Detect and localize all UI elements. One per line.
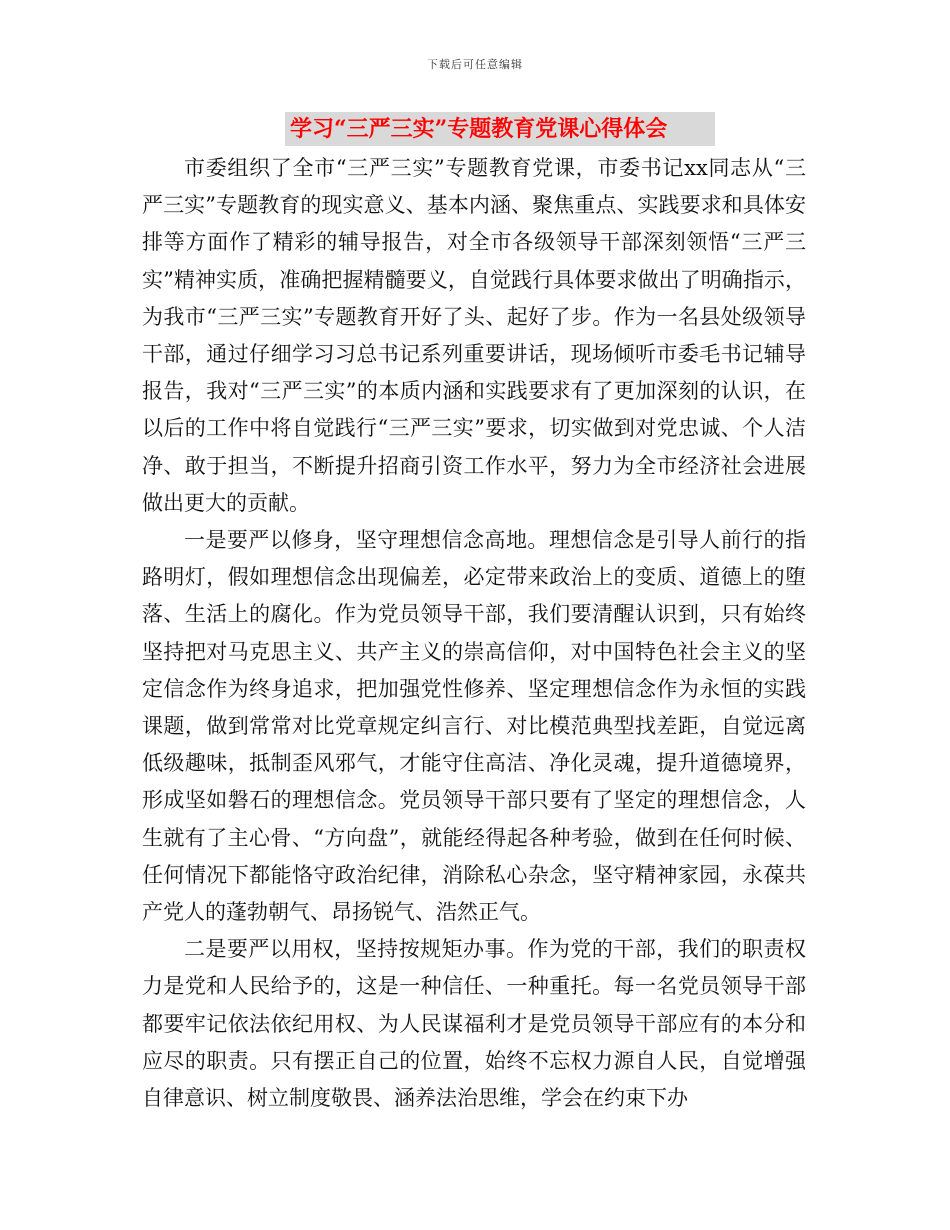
paragraph-intro: 市委组织了全市“三严三实”专题教育党课，市委书记xx同志从“三严三实”专题教育的现实意义、基本内涵、聚焦重点、实践要求和具体安排等方面作了精彩的辅导报告，对全市各级领导干部深刻领悟“三严三实”精神实质，准确把握精髓要义，自觉践行具体要求做出了明确指示，为我市“三严三实”专题教育开好了头、起好了步。作为一名县处级领导干部，通过仔细学习习总书记系列重要讲话，现场倾听市委毛书记辅导报告，我对“三严三实”的本质内涵和实践要求有了更加深刻的认识，在以后的工作中将自觉践行“三严三实”要求，切实做到对党忠诚、个人洁净、敢于担当，不断提升招商引资工作水平，努力为全市经济社会进展做出更大的贡献。 xyxy=(142,156,806,515)
document-body xyxy=(142,150,806,1117)
document-title: 学习“三严三实”专题教育党课心得体会 xyxy=(290,116,668,142)
paragraph-one: 一是要严以修身，坚守理想信念高地。理想信念是引导人前行的指路明灯，假如理想信念出现偏差，必定带来政治上的变质、道德上的堕落、生活上的腐化。作为党员领导干部，我们要清醒认识到，只有始终坚持把对马克思主义、共产主义的崇高信仰，对中国特色社会主义的坚定信念作为终身追求，把加强党性修养、坚定理想信念作为永恒的实践课题，做到常常对比党章规定纠言行、对比模范典型找差距，自觉远离低级趣味，抵制歪风邪气，才能守住高洁、净化灵魂，提升道德境界，形成坚如磐石的理想信念。党员领导干部只要有了坚定的理想信念，人生就有了主心骨、“方向盘”，就能经得起各种考验，做到在任何时候、任何情况下都能恪守政治纪律，消除私心杂念，坚守精神家园，永葆共产党人的蓬勃朝气、昂扬锐气、浩然正气。 xyxy=(142,528,806,925)
paragraph-two: 二是要严以用权，坚持按规矩办事。作为党的干部，我们的职责权力是党和人民给予的，这是一种信任、一种重托。每一名党员领导干部都要牢记依法依纪用权、为人民谋福利才是党员领导干部应有的本分和应尽的职责。只有摆正自己的位置，始终不忘权力源自人民，自觉增强自律意识、树立制度敬畏、涵养法治思维，学会在约束下办 xyxy=(142,937,806,1111)
header-note: 下载后可任意编辑 xyxy=(427,58,523,71)
